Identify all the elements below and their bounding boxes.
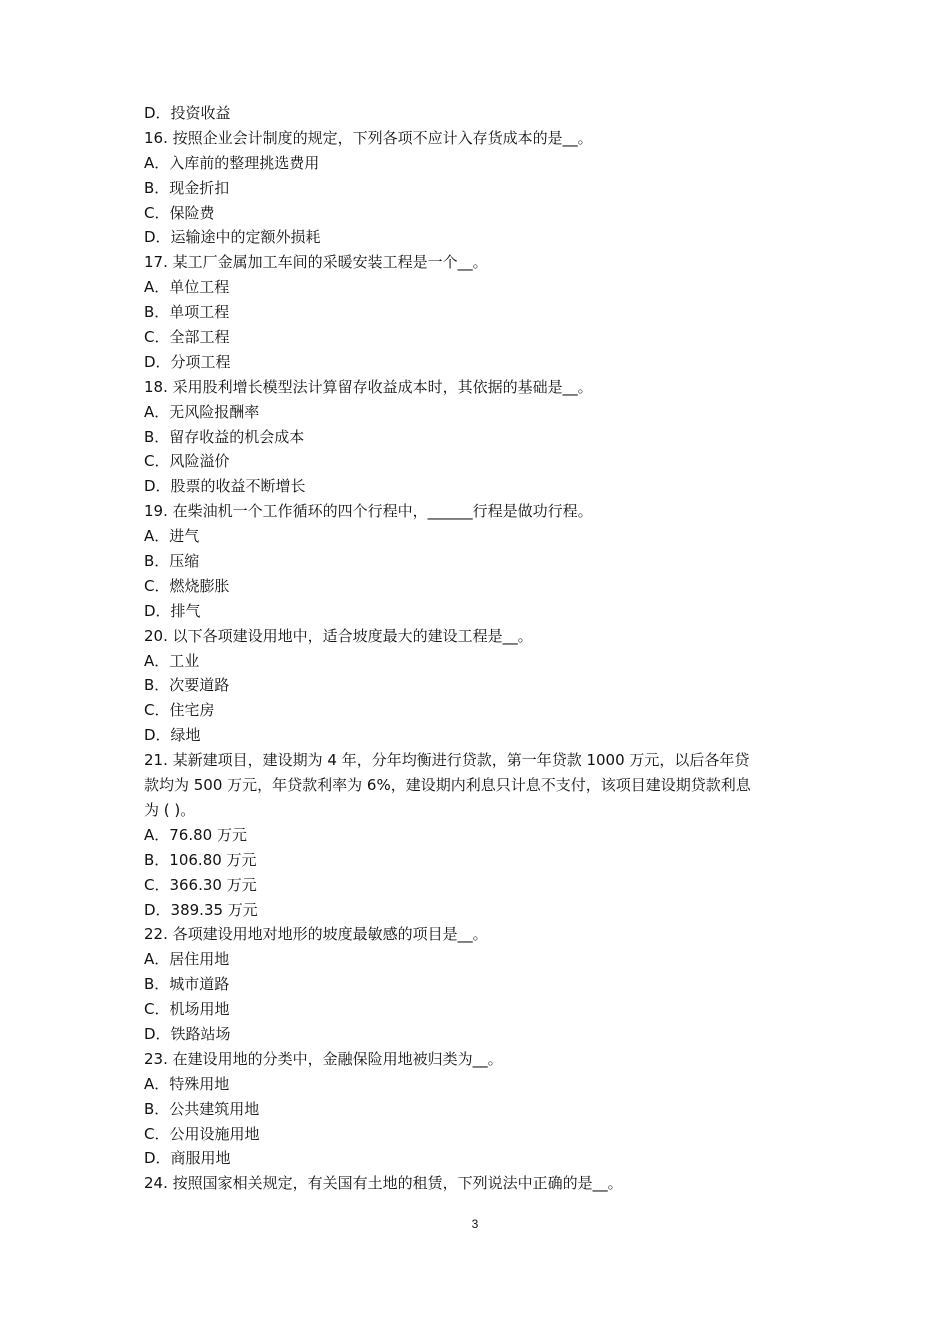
question-18: 18. 采用股利增长模型法计算留存收益成本时，其依据的基础是__。	[144, 377, 593, 396]
question-21-line-3: 为 ( )。	[144, 800, 196, 819]
option-line: C．机场用地	[144, 1000, 230, 1019]
question-16: 16. 按照企业会计制度的规定，下列各项不应计入存货成本的是__。	[144, 128, 593, 147]
question-23: 23. 在建设用地的分类中，金融保险用地被归类为__。	[144, 1049, 503, 1068]
question-text	[144, 101, 814, 1196]
option-line: D．排气	[144, 601, 201, 620]
option-line: A．工业	[144, 651, 200, 670]
option-line: D．商服用地	[144, 1149, 231, 1168]
option-line: D．分项工程	[144, 352, 231, 371]
option-line: B．公共建筑用地	[144, 1099, 260, 1118]
option-line: C．燃烧膨胀	[144, 576, 230, 595]
question-19: 19. 在柴油机一个工作循环的四个行程中，______行程是做功行程。	[144, 502, 593, 521]
option-line: A．入库前的整理挑选费用	[144, 153, 320, 172]
question-21-line-1: 21. 某新建项目，建设期为 4 年，分年均衡进行贷款，第一年贷款 1000 万元，以后各年贷	[144, 751, 750, 770]
option-line: C．366.30 万元	[144, 875, 257, 894]
question-22: 22. 各项建设用地对地形的坡度最敏感的项目是__。	[144, 925, 488, 944]
option-line: B．留存收益的机会成本	[144, 427, 305, 446]
option-line: D．铁路站场	[144, 1024, 231, 1043]
option-line: C．住宅房	[144, 701, 215, 720]
option-line: A．特殊用地	[144, 1074, 230, 1093]
option-line: D．绿地	[144, 726, 201, 745]
option-line: C．全部工程	[144, 328, 230, 347]
option-line: A．单位工程	[144, 278, 230, 297]
text-line: D．投资收益	[144, 104, 231, 122]
page-number: 3	[471, 1217, 479, 1231]
question-20: 20. 以下各项建设用地中，适合坡度最大的建设工程是__。	[144, 626, 533, 645]
question-21-line-2: 款均为 500 万元，年贷款利率为 6%，建设期内利息只计息不支付，该项目建设期贷款利息	[144, 776, 751, 795]
question-24: 24. 按照国家相关规定，有关国有土地的租赁，下列说法中正确的是__。	[144, 1174, 623, 1193]
option-line: C．保险费	[144, 203, 215, 222]
option-line: B．现金折扣	[144, 178, 230, 197]
option-line: A．居住用地	[144, 950, 230, 969]
option-line: C．公用设施用地	[144, 1124, 260, 1143]
option-line: B．次要道路	[144, 676, 230, 695]
option-line: D．股票的收益不断增长	[144, 477, 306, 496]
option-line: B．106.80 万元	[144, 850, 257, 869]
option-line: B．单项工程	[144, 303, 230, 322]
option-line: D．运输途中的定额外损耗	[144, 228, 321, 247]
option-line: D．389.35 万元	[144, 900, 258, 919]
option-line: A．进气	[144, 527, 200, 546]
question-17: 17. 某工厂金属加工车间的采暖安装工程是一个__。	[144, 253, 488, 272]
option-line: B．城市道路	[144, 975, 230, 994]
option-line: C．风险溢价	[144, 452, 230, 471]
option-line: B．压缩	[144, 552, 200, 571]
option-line: A．无风险报酬率	[144, 402, 260, 421]
option-line: A．76.80 万元	[144, 825, 247, 844]
